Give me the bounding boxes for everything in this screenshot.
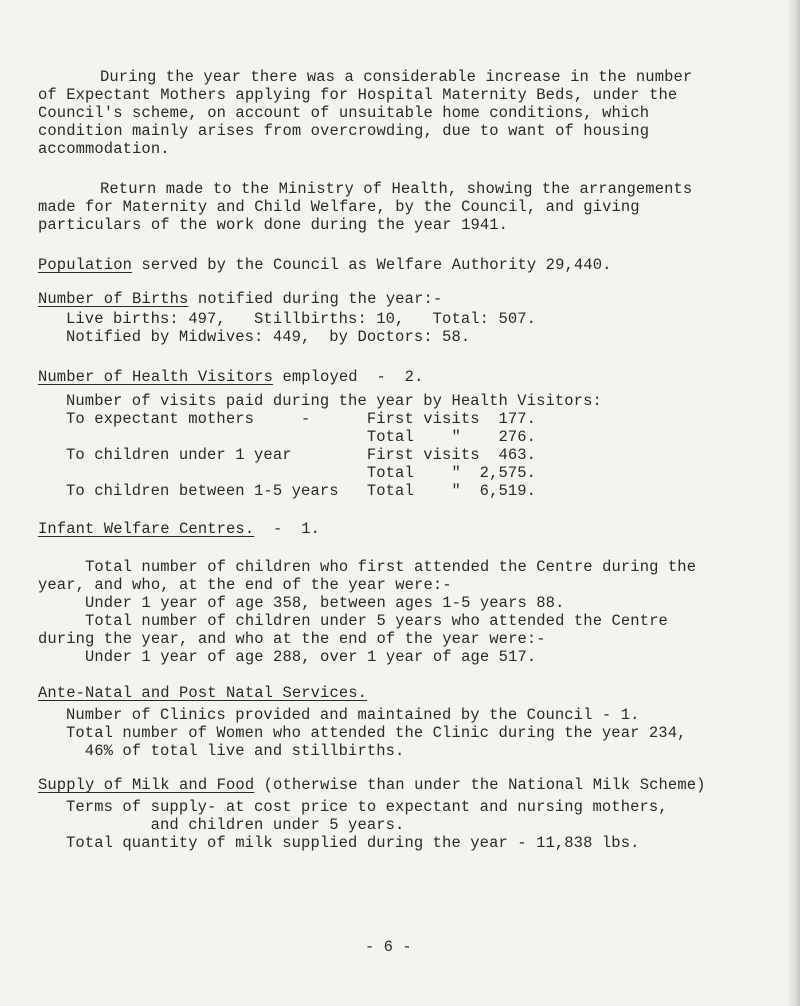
- infant-line-2: year, and who, at the end of the year were:-: [38, 576, 452, 594]
- visits-row-2: Total " 276.: [66, 428, 537, 446]
- return-line-2: made for Maternity and Child Welfare, by the Council, and giving: [38, 198, 640, 216]
- visits-row-1: To expectant mothers - First visits 177.: [66, 410, 537, 428]
- page-number: - 6 -: [365, 938, 412, 956]
- ante-natal-line-3: 46% of total live and stillbirths.: [66, 742, 405, 760]
- visits-row-5: To children between 1-5 years Total " 6,519.: [66, 482, 537, 500]
- milk-line-1: Terms of supply- at cost price to expectant and nursing mothers,: [66, 798, 668, 816]
- ante-natal-heading: Ante-Natal and Post Natal Services.: [38, 684, 368, 702]
- infant-welfare-text: - 1.: [254, 520, 321, 538]
- births-heading-text: notified during the year:-: [188, 290, 443, 308]
- health-visitors-heading: Number of Health Visitors: [38, 368, 274, 386]
- infant-line-3: Under 1 year of age 358, between ages 1-5 years 88.: [38, 594, 565, 612]
- intro-line-3: Council's scheme, on account of unsuitable home conditions, which: [38, 104, 650, 122]
- births-heading: Number of Births: [38, 290, 189, 308]
- health-visitors-text: employed - 2.: [273, 368, 424, 386]
- health-visitors-line: [38, 368, 423, 386]
- page-edge-shadow: [786, 0, 800, 1006]
- infant-line-5: during the year, and who at the end of the year were:-: [38, 630, 546, 648]
- return-line-3: particulars of the work done during the year 1941.: [38, 216, 509, 234]
- births-line-2: Notified by Midwives: 449, by Doctors: 58.: [66, 328, 471, 346]
- milk-line-2: and children under 5 years.: [66, 816, 405, 834]
- population-heading: Population: [38, 256, 133, 274]
- population-text: served by the Council as Welfare Authority 29,440.: [132, 256, 612, 274]
- infant-line-4: Total number of children under 5 years who attended the Centre: [38, 612, 668, 630]
- births-line-1: Live births: 497, Stillbirths: 10, Total: 507.: [66, 310, 537, 328]
- visits-row-3: To children under 1 year First visits 463.: [66, 446, 537, 464]
- milk-heading-text: (otherwise than under the National Milk Scheme): [254, 776, 706, 794]
- infant-welfare-line: [38, 520, 320, 538]
- ante-natal-line: [38, 684, 367, 702]
- births-heading-line: [38, 290, 442, 308]
- ante-natal-line-2: Total number of Women who attended the Clinic during the year 234,: [66, 724, 687, 742]
- infant-line-6: Under 1 year of age 288, over 1 year of age 517.: [38, 648, 537, 666]
- infant-line-1: Total number of children who first attended the Centre during the: [38, 558, 697, 576]
- visits-row-4: Total " 2,575.: [66, 464, 537, 482]
- intro-line-1: During the year there was a considerable increase in the number: [100, 68, 693, 86]
- milk-heading: Supply of Milk and Food: [38, 776, 255, 794]
- intro-line-5: accommodation.: [38, 140, 170, 158]
- return-line-1: Return made to the Ministry of Health, showing the arrangements: [100, 180, 693, 198]
- visits-heading: Number of visits paid during the year by Health Visitors:: [66, 392, 602, 410]
- milk-line-3: Total quantity of milk supplied during the year - 11,838 lbs.: [66, 834, 640, 852]
- milk-line: [38, 776, 706, 794]
- infant-welfare-heading: Infant Welfare Centres.: [38, 520, 255, 538]
- population-line: [38, 256, 612, 274]
- intro-line-4: condition mainly arises from overcrowding, due to want of housing: [38, 122, 650, 140]
- intro-line-2: of Expectant Mothers applying for Hospital Maternity Beds, under the: [38, 86, 678, 104]
- ante-natal-line-1: Number of Clinics provided and maintained by the Council - 1.: [66, 706, 640, 724]
